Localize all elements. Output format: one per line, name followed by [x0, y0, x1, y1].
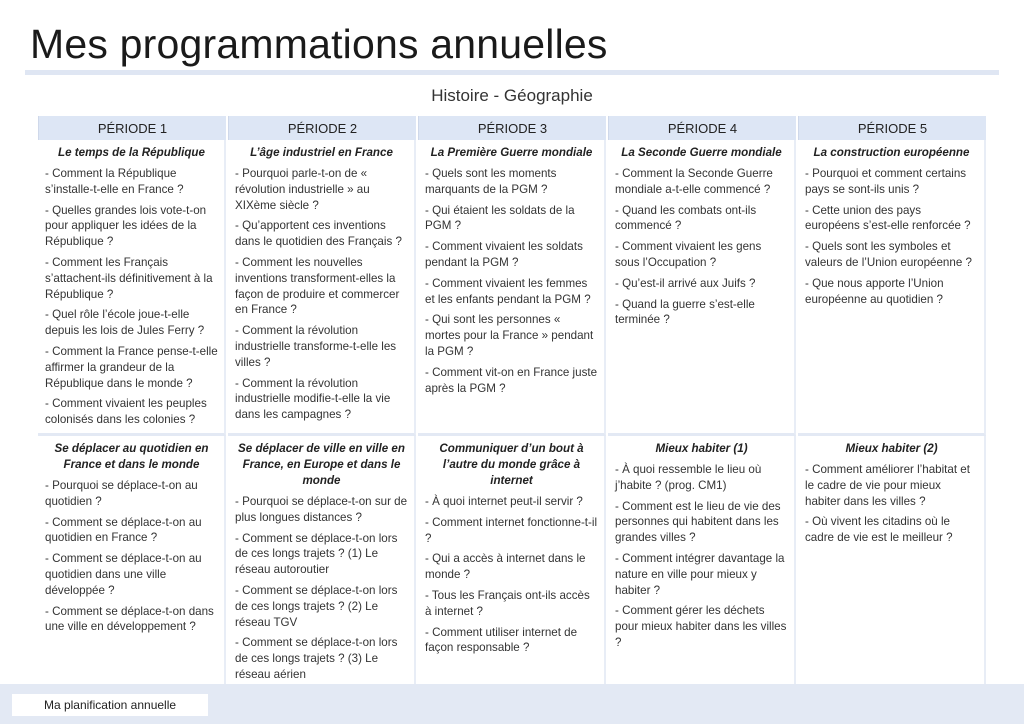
theme-title: Mieux habiter (2) — [845, 442, 938, 455]
title-underline — [25, 70, 999, 75]
period-header: PÉRIODE 5 — [798, 116, 986, 140]
question-item: - Comment la République s’installe-t-elle en France ? — [45, 167, 184, 196]
question-item: - Comment utiliser internet de façon responsable ? — [425, 625, 578, 655]
question-item: - Quand les combats ont-ils commencé ? — [615, 203, 757, 233]
question-item: - Comment vivaient les peuples colonisés dans les colonies ? — [45, 397, 207, 427]
period-header: PÉRIODE 2 — [228, 116, 416, 140]
theme-title: La construction européenne — [813, 146, 970, 159]
question-item: - Comment est le lieu de vie des personnes qui habitent dans les grandes villes ? — [615, 499, 781, 545]
theme-title: Le temps de la République — [58, 146, 205, 159]
question-item: - Comment se déplace-t-on au quotidien dans une ville développée ? — [45, 552, 202, 597]
question-item: - Quels sont les symboles et valeurs de l’Union européenne ? — [805, 240, 972, 269]
histoire-cell — [798, 140, 986, 436]
question-item: - Comment vivaient les femmes et les enfants pendant la PGM ? — [425, 276, 591, 306]
question-item: - Cette union des pays européens s’est-elle renforcée ? — [805, 203, 971, 233]
question-item: - Comment se déplace-t-on lors de ces longs trajets ? (3) Le réseau aérien — [235, 636, 398, 681]
question-item: - Comment se déplace-t-on lors de ces longs trajets ? (1) Le réseau autoroutier — [235, 531, 398, 577]
geographie-cell — [228, 436, 416, 684]
question-item: - Pourquoi se déplace-t-on sur de plus longues distances ? — [235, 495, 408, 524]
question-item: - Comment la Seconde Guerre mondiale a-t-elle commencé ? — [615, 167, 773, 196]
histoire-cell — [608, 140, 796, 436]
question-item: - Comment la révolution industrielle transforme-t-elle les villes ? — [235, 324, 397, 369]
question-item: - À quoi ressemble le lieu où j’habite ? (prog. CM1) — [615, 463, 762, 492]
geographie-cell — [418, 436, 606, 684]
page-title: Mes programmations annuelles — [30, 21, 608, 67]
question-item: - À quoi internet peut-il servir ? — [425, 495, 583, 508]
theme-title: Se déplacer de ville en ville en France, en Europe et dans le monde — [238, 442, 405, 487]
period-header: PÉRIODE 1 — [38, 116, 226, 140]
question-item: - Comment les nouvelles inventions transforment-elles la façon de produire et commercer en France ? — [235, 255, 400, 317]
programmation-table — [38, 116, 986, 684]
question-item: - Quels sont les moments marquants de la PGM ? — [425, 167, 557, 196]
theme-title: La Seconde Guerre mondiale — [621, 146, 782, 159]
histoire-cell — [418, 140, 606, 436]
question-item: - Où vivent les citadins où le cadre de vie est le meilleur ? — [805, 515, 953, 545]
theme-title: Communiquer d’un bout à l’autre du monde grâce à internet — [439, 442, 584, 487]
question-item: - Tous les Français ont-ils accès à internet ? — [425, 588, 590, 618]
question-item: - Comment les Français s’attachent-ils définitivement à la République ? — [45, 255, 213, 301]
question-item: - Comment se déplace-t-on au quotidien en France ? — [45, 515, 202, 545]
question-item: - Comment la France pense-t-elle affirmer la grandeur de la République dans le monde ? — [45, 344, 218, 390]
period-header: PÉRIODE 3 — [418, 116, 606, 140]
geographie-cell — [38, 436, 226, 684]
histoire-cell — [38, 140, 226, 436]
theme-title: Se déplacer au quotidien en France et dans le monde — [54, 442, 209, 471]
question-item: - Qu’apportent ces inventions dans le quotidien des Français ? — [235, 219, 402, 249]
question-item: - Qui sont les personnes « mortes pour la France » pendant la PGM ? — [425, 313, 594, 358]
geographie-cell — [608, 436, 796, 684]
theme-title: L’âge industriel en France — [250, 146, 393, 159]
question-item: - Que nous apporte l’Union européenne au quotidien ? — [805, 276, 944, 306]
question-item: - Qui étaient les soldats de la PGM ? — [425, 203, 575, 233]
question-item: - Qu’est-il arrivé aux Juifs ? — [615, 276, 756, 290]
theme-title: La Première Guerre mondiale — [430, 146, 593, 159]
question-item: - Comment internet fonctionne-t-il ? — [425, 515, 598, 545]
question-item: - Comment vivaient les gens sous l’Occupation ? — [615, 240, 762, 269]
question-item: - Comment se déplace-t-on dans une ville en développement ? — [45, 604, 214, 634]
period-header: PÉRIODE 4 — [608, 116, 796, 140]
question-item: - Comment intégrer davantage la nature en ville pour mieux y habiter ? — [615, 551, 785, 597]
question-item: - Pourquoi parle-t-on de « révolution industrielle » au XIXème siècle ? — [235, 167, 370, 212]
histoire-cell — [228, 140, 416, 436]
question-item: - Pourquoi se déplace-t-on au quotidien ? — [45, 479, 198, 508]
question-item: - Quelles grandes lois vote-t-on pour appliquer les idées de la République ? — [45, 203, 207, 249]
question-item: - Comment vivaient les soldats pendant la PGM ? — [425, 240, 583, 269]
footer-tab[interactable]: Ma planification annuelle — [12, 694, 208, 716]
question-item: - Comment vit-on en France juste après la PGM ? — [425, 365, 598, 395]
geographie-cell — [798, 436, 986, 684]
question-item: - Comment la révolution industrielle modifie-t-elle la vie dans les campagnes ? — [235, 376, 391, 422]
question-item: - Comment se déplace-t-on lors de ces longs trajets ? (2) Le réseau TGV — [235, 583, 398, 629]
theme-title: Mieux habiter (1) — [655, 442, 748, 455]
question-item: - Comment gérer les déchets pour mieux habiter dans les villes ? — [615, 604, 787, 649]
question-item: - Quand la guerre s’est-elle terminée ? — [615, 297, 755, 327]
page-subtitle: Histoire - Géographie — [431, 86, 593, 105]
question-item: - Qui a accès à internet dans le monde ? — [425, 552, 586, 582]
question-item: - Comment améliorer l’habitat et le cadre de vie pour mieux habiter dans les villes ? — [805, 463, 970, 508]
question-item: - Pourquoi et comment certains pays se sont-ils unis ? — [805, 167, 967, 196]
question-item: - Quel rôle l’école joue-t-elle depuis les lois de Jules Ferry ? — [45, 308, 205, 338]
